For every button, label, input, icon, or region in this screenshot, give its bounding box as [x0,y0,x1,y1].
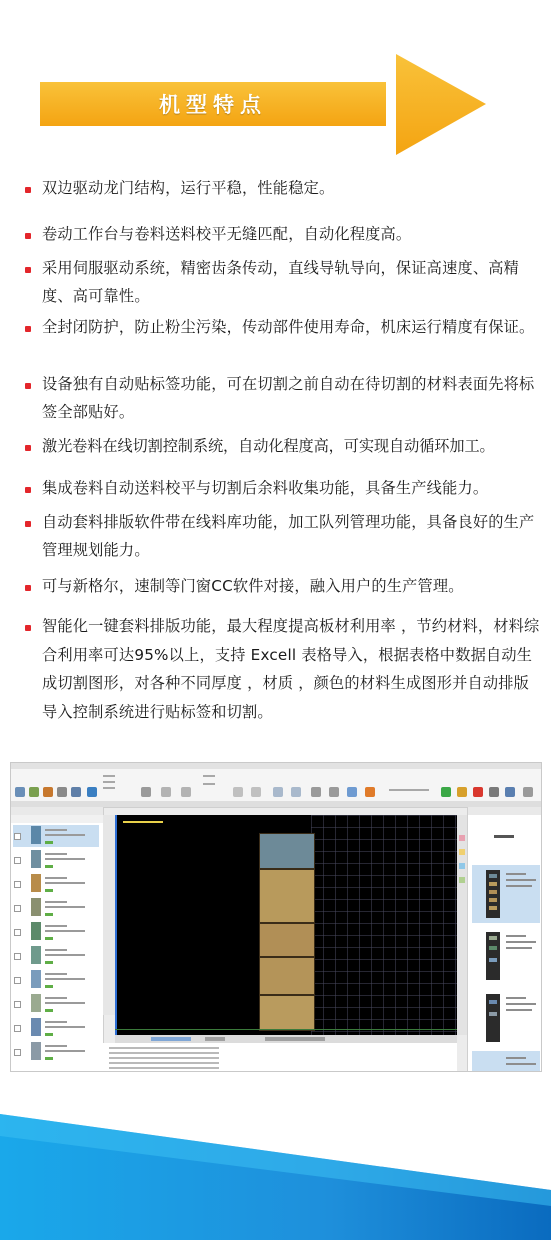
toolbar-icon [329,787,339,797]
bullet-icon [25,187,31,193]
toolbar-icon [181,787,191,797]
nested-part [259,833,315,869]
toolbar-icon [141,787,151,797]
decorative-stripe [0,1110,551,1240]
part-item [13,993,99,1015]
toolbar-icon [43,787,53,797]
toolbar-icon [505,787,515,797]
part-item [13,825,99,847]
toolbar-icon [347,787,357,797]
part-item [13,945,99,967]
bullet-icon [25,625,31,631]
nested-part [259,923,315,957]
bullet-icon [25,521,31,527]
part-item [13,1041,99,1063]
feature-text: 双边驱动龙门结构，运行平稳，性能稳定。 [42,179,335,197]
feature-text: 可与新格尔，速制等门窗CC软件对接，融入用户的生产管理。 [42,577,464,595]
feature-text: 卷动工作台与卷料送料校平无缝匹配，自动化程度高。 [42,225,412,243]
right-tool-strip [457,815,467,1035]
feature-text: 智能化一键套料排版功能，最大程度提高板材利用率 ，节约材料，材料综合利用率可达95%以上，支持 Excell 表格导入，根据表格中数据自动生成切割图形，对各种不同厚度 ，材质 ，颜色的材料生成图形并自动排版导入控制系统进行贴标签和切割。 [42,617,540,721]
section-title: 机型特点 [159,93,267,117]
toolbar-icon [15,787,25,797]
bullet-icon [25,326,31,332]
feature-text: 全封闭防护，防止粉尘污染，传动部件使用寿命，机床运行精度有保证。 [42,318,535,336]
toolbar-icon [489,787,499,797]
nested-part [259,957,315,995]
bullet-icon [25,233,31,239]
bullet-icon [25,445,31,451]
section-title-bar [40,82,386,126]
toolbar-icon [311,787,321,797]
nesting-canvas [115,815,457,1035]
sheet-item [472,927,540,985]
status-bar [115,1035,457,1043]
toolbar-icon [57,787,67,797]
feature-text: 设备独有自动贴标签功能，可在切割之前自动在待切割的材料表面先将标签全部贴好。 [42,375,535,421]
part-item [13,921,99,943]
toolbar-icon [365,787,375,797]
parts-panel [11,807,104,1071]
software-screenshot [10,762,542,1072]
part-item [13,969,99,991]
bullet-icon [25,267,31,273]
bullet-icon [25,585,31,591]
log-panel [103,1043,457,1071]
nested-part [259,869,315,923]
toolbar-icon [251,787,261,797]
bullet-icon [25,383,31,389]
toolbar-icon [71,787,81,797]
play-icon [441,787,451,797]
toolbar-icon [29,787,39,797]
sheet-item [472,1051,540,1071]
app-toolbar [11,763,541,808]
sheet-item [472,989,540,1047]
toolbar-icon [523,787,533,797]
sheet-item [472,865,540,923]
part-item [13,873,99,895]
feature-text: 自动套料排版软件带在线料库功能，加工队列管理功能，具备良好的生产管理规划能力。 [42,513,535,559]
sheets-panel [467,807,542,1071]
part-item [13,1017,99,1039]
part-item [13,849,99,871]
toolbar-icon [161,787,171,797]
feature-text: 集成卷料自动送料校平与切割后余料收集功能，具备生产线能力。 [42,479,489,497]
stop-icon [473,787,483,797]
nested-part [259,995,315,1031]
toolbar-icon [87,787,97,797]
arrow-right-icon [396,54,488,156]
bullet-icon [25,487,31,493]
feature-text: 采用伺服驱动系统，精密齿条传动，直线导轨导向，保证高速度、高精度、高可靠性。 [42,259,520,305]
tool-strip [103,815,115,1015]
pause-icon [457,787,467,797]
toolbar-icon [273,787,283,797]
part-item [13,897,99,919]
toolbar-icon [291,787,301,797]
toolbar-icon [233,787,243,797]
feature-text: 激光卷料在线切割控制系统，自动化程度高，可实现自动循环加工。 [42,437,495,455]
